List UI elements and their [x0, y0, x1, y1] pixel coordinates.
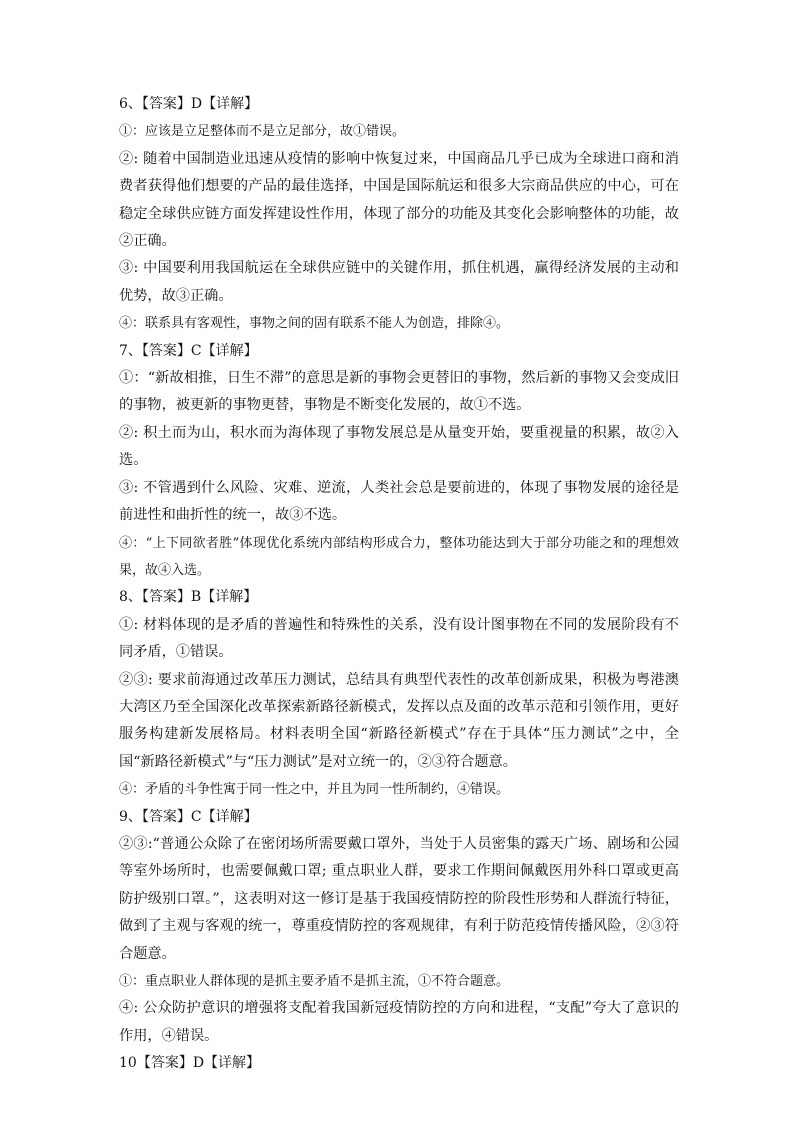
question-8-header: 8、【答案】B【详解】: [119, 589, 258, 606]
question-10-header: 10【答案】D【详解】: [119, 1055, 261, 1072]
question-6-explanation-2: ②: 随着中国制造业迅速从疫情的影响中恢复过来，中国商品几乎已成为全球进口商和消费者获得他们想要的产品的最佳选择，中国是国际航运和很多大宗商品供应的中心，可在稳定全球供应链方面发挥建设性作用，体现了部分的功能及其变化会影响整体的功能，故②正确。: [119, 150, 679, 250]
question-8-explanation-3: ④：矛盾的斗争性寓于同一性之中，并且为同一性所制约，④错误。: [119, 782, 510, 798]
question-7-explanation-3: ③: 不管遇到什么风险、灾难、逆流，人类社会总是要前进的，体现了事物发展的途径是前进性和曲折性的统一，故③不选。: [119, 479, 679, 524]
question-8-explanation-1: ①: 材料体现的是矛盾的普遍性和特殊性的关系，没有设计图事物在不同的发展阶段有不同矛盾，①错误。: [119, 616, 679, 661]
question-6-explanation-1: ①：应该是立足整体而不是立足部分，故①错误。: [119, 124, 406, 140]
question-7-explanation-2: ②: 积土而为山，积水而为海体现了事物发展总是从量变开始，要重视量的积累，故②入选。: [119, 424, 679, 469]
question-9-explanation-1: ②③:“普通公众除了在密闭场所需要戴口罩外，当处于人员密集的露天广场、剧场和公园等室外场所时，也需要佩戴口罩; 重点职业人群，要求工作期间佩戴医用外科口罩或更高防护级别口罩。”，这表明对这一修订是基于我国疫情防控的阶段性形势和人群流行特征，做到了主观与客观的统一，尊重疫情防控的客观规律，有利于防范疫情传播风险，②③符合题意。: [119, 835, 679, 962]
question-9-explanation-3: ④: 公众防护意识的增强将支配着我国新冠疫情防控的方向和进程，“支配”夸大了意识的作用，④错误。: [119, 1000, 679, 1044]
question-6-explanation-3: ③: 中国要利用我国航运在全球供应链中的关键作用，抓住机遇，赢得经济发展的主动和优势，故③正确。: [119, 260, 679, 304]
question-7-header: 7、【答案】C【详解】: [119, 342, 258, 359]
question-7-explanation-1: ①：“新故相推，日生不滞”的意思是新的事物会更替旧的事物，然后新的事物又会变成旧的事物，被更新的事物更替，事物是不断变化发展的，故①不选。: [119, 370, 679, 414]
question-6-explanation-4: ④：联系具有客观性，事物之间的固有联系不能人为创造，排除④。: [119, 316, 510, 332]
document-body: [119, 91, 679, 1078]
question-6-header: 6、【答案】D【详解】: [119, 96, 259, 112]
question-9-header: 9、【答案】C【详解】: [119, 808, 258, 825]
question-7-explanation-4: ④：“上下同欲者胜”体现优化系统内部结构形成合力，整体功能达到大于部分功能之和的理想效果，故④入选。: [119, 535, 679, 578]
question-8-explanation-2: ②③: 要求前海通过改革压力测试，总结具有典型代表性的改革创新成果，积极为粤港澳大湾区乃至全国深化改革探索新路径新模式，发挥以点及面的改革示范和引领作用，更好服务构建新发展格局。材料表明全国“新路径新模式”存在于具体“压力测试”之中，全国“新路径新模式”与“压力测试”是对立统一的，②③符合题意。: [119, 671, 679, 770]
question-9-explanation-2: ①：重点职业人群体现的是抓主要矛盾不是抓主流，①不符合题意。: [119, 974, 510, 989]
